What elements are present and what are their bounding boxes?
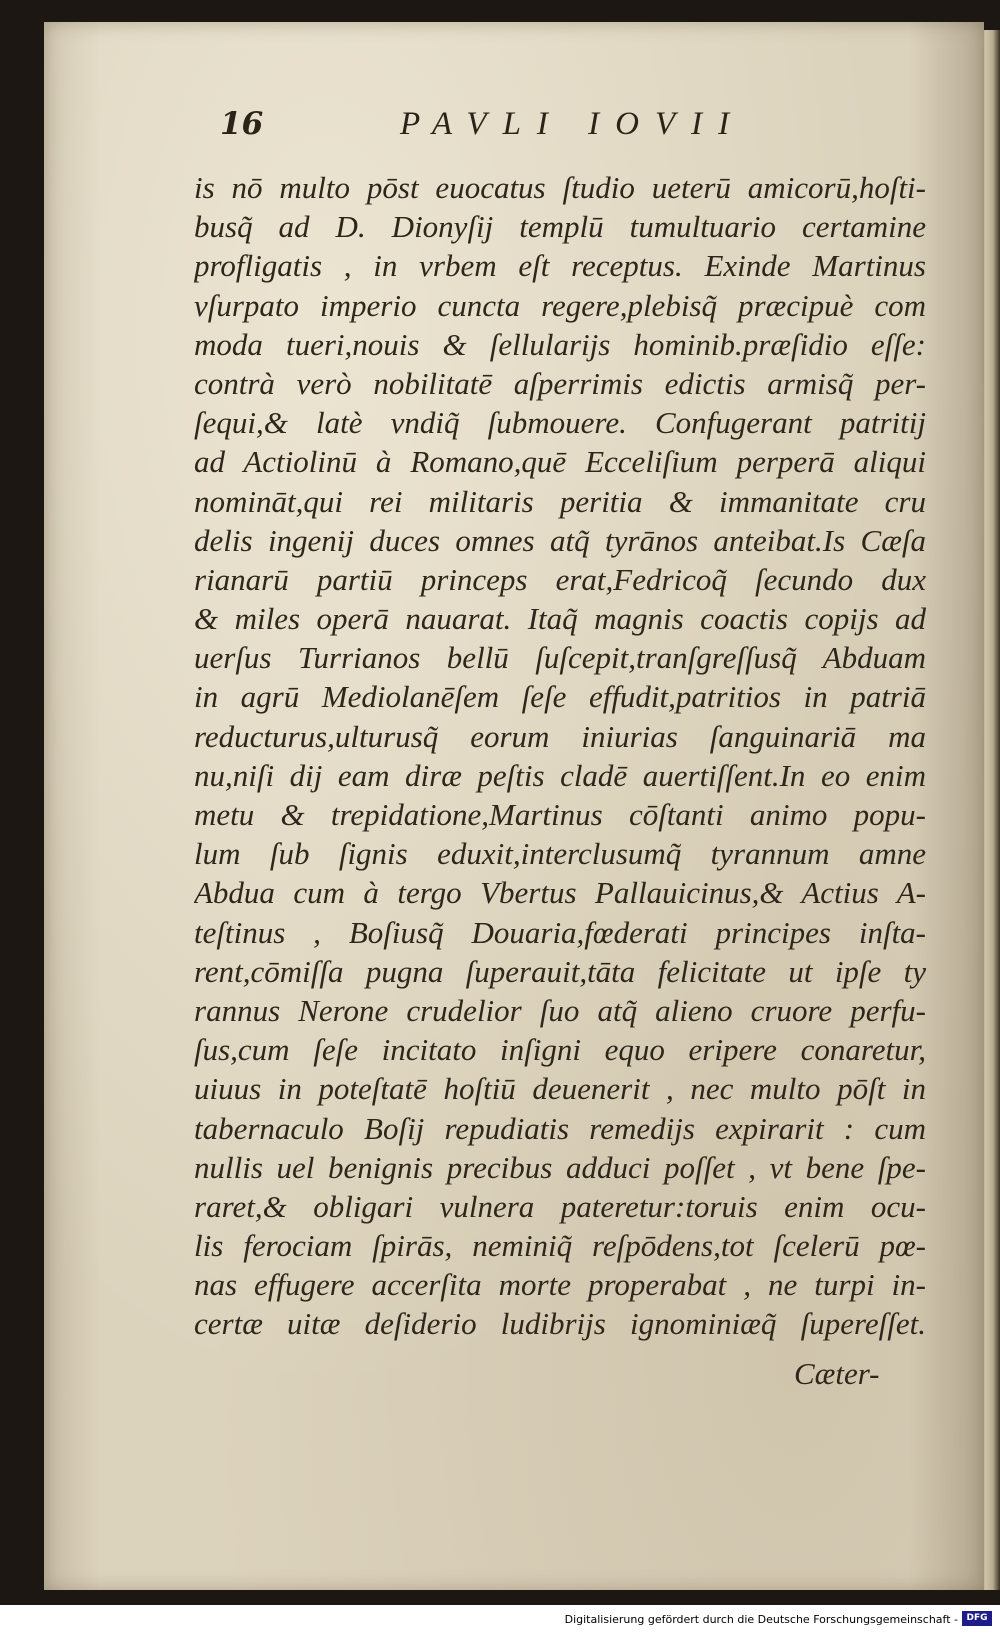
text-line: tabernaculo Boſij repudiatis remedijs expirarit : cum <box>194 1110 926 1146</box>
body-text <box>194 168 926 1344</box>
footer-bar <box>0 1605 1000 1634</box>
text-line: raret,& obligari vulnera pateretur:toruis enim ocu- <box>194 1188 926 1224</box>
text-line: contrà verò nobilitatē aſperrimis edictis armisq̃ per- <box>194 365 926 401</box>
text-line: ad Actiolinū à Romano,quē Ecceliſium perperā aliqui <box>194 444 926 480</box>
text-line: ſequi,& latè vndiq̃ ſubmouere. Confugerant patritij <box>194 405 926 441</box>
text-line: profligatis , in vrbem eſt receptus. Exinde Martinus <box>194 248 926 284</box>
footer-credit: Digitalisierung gefördert durch die Deutsche Forschungsgemeinschaft - <box>564 1613 958 1626</box>
text-line: nu,niſi dij eam diræ peſtis cladē auertiſſent.In eo enim <box>194 757 926 793</box>
text-line: uerſus Turrianos bellū ſuſcepit,tranſgreſſusq̃ Abduam <box>194 640 926 676</box>
text-line: moda tueri,nouis & ſellularijs hominib.præſidio eſſe: <box>194 326 926 362</box>
text-line: nullis uel benignis precibus adduci poſſet , vt bene ſpe- <box>194 1149 926 1185</box>
catchword: Cæter- <box>794 1356 880 1391</box>
text-line: rianarū partiū princeps erat,Fedricoq̃ ſecundo dux <box>194 561 926 597</box>
text-line: nomināt,qui rei militaris peritia & immanitate cru <box>194 483 926 519</box>
text-line: uiuus in poteſtatē hoſtiū deuenerit , nec multo pōſt in <box>194 1071 926 1107</box>
text-line: rent,cōmiſſa pugna ſuperauit,tāta felicitate ut ipſe ty <box>194 953 926 989</box>
text-line: vſurpato imperio cuncta regere,plebisq̃ præcipuè com <box>194 287 926 323</box>
page-number: 16 <box>220 106 264 142</box>
text-line: is nō multo pōst euocatus ſtudio ueterū amicorū,hoſti- <box>194 170 926 205</box>
running-head: PAVLI IOVII <box>400 106 746 142</box>
book-page <box>44 22 984 1590</box>
dfg-logo: DFG <box>962 1611 992 1626</box>
text-line: rannus Nerone crudelior ſuo atq̃ alieno cruore perfu- <box>194 992 926 1028</box>
page-header <box>44 106 984 156</box>
text-line: busq̃ ad D. Dionyſij templū tumultuario certamine <box>194 209 926 245</box>
text-line: nas effugere accerſita morte properabat , ne turpi in- <box>194 1267 926 1303</box>
text-line: teſtinus , Boſiusq̃ Douaria,fœderati principes inſta- <box>194 914 926 950</box>
text-line: reducturus,ulturusq̃ eorum iniurias ſanguinariā ma <box>194 718 926 754</box>
text-line: lis ferociam ſpirās, neminiq̃ reſpōdens,tot ſcelerū pœ- <box>194 1228 926 1264</box>
text-line: ſus,cum ſeſe incitato inſigni equo eripere conaretur, <box>194 1032 926 1068</box>
text-line: lum ſub ſignis eduxit,interclusumq̃ tyrannum amne <box>194 836 926 872</box>
text-line: in agrū Mediolanēſem ſeſe effudit,patritios in patriā <box>194 679 926 715</box>
text-line: & miles operā nauarat. Itaq̃ magnis coactis copijs ad <box>194 601 926 637</box>
text-line: certæ uitæ deſiderio ludibrijs ignominiæq̃ ſupereſſet. <box>194 1306 926 1342</box>
text-line: metu & trepidatione,Martinus cōſtanti animo popu- <box>194 797 926 832</box>
text-line: delis ingenij duces omnes atq̃ tyrānos anteibat.Is Cæſa <box>194 522 926 558</box>
text-line: Abdua cum à tergo Vbertus Pallauicinus,& Actius A- <box>194 875 926 911</box>
